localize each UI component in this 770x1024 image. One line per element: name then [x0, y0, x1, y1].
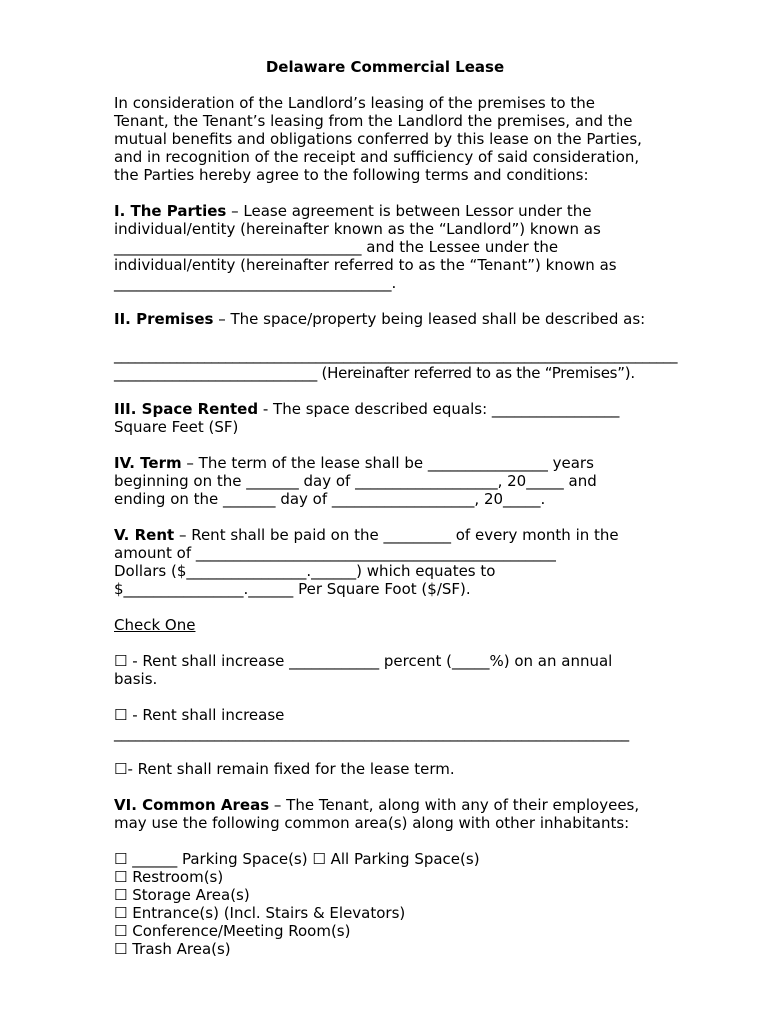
common-areas-heading: VI. Common Areas — [114, 796, 270, 814]
rent-option-blank: ________________________________________________________________________ — [114, 724, 629, 742]
term-text: – The term of the lease shall be ________________ years — [181, 454, 594, 472]
common-area-item[interactable]: ☐ Entrance(s) (Incl. Stairs & Elevators) — [114, 904, 406, 922]
term-section — [114, 454, 664, 508]
rent-option-text: ☐- Rent shall remain fixed for the lease term. — [114, 760, 455, 778]
rent-option-percent[interactable] — [114, 652, 664, 688]
check-one-label: Check One — [114, 616, 196, 634]
rent-option-text: basis. — [114, 670, 158, 688]
term-text: ending on the _______ day of ___________________, 20_____. — [114, 490, 546, 508]
rent-option-fixed[interactable] — [114, 760, 664, 778]
term-heading: IV. Term — [114, 454, 182, 472]
common-area-item[interactable]: ☐ ______ Parking Space(s) ☐ All Parking Space(s) — [114, 850, 480, 868]
common-area-item[interactable]: ☐ Storage Area(s) — [114, 886, 250, 904]
rent-text: Dollars ($________________.______) which equates to — [114, 562, 496, 580]
intro-paragraph — [114, 94, 664, 184]
parties-text: individual/entity (hereinafter known as the “Landlord”) known as — [114, 220, 601, 238]
rent-text: $________________.______ Per Square Foot ($/SF). — [114, 580, 471, 598]
rent-text: amount of ________________________________________________ — [114, 544, 556, 562]
rent-heading: V. Rent — [114, 526, 175, 544]
rent-section — [114, 526, 664, 598]
document-title: Delaware Commercial Lease — [265, 58, 505, 76]
parties-text: individual/entity (hereinafter referred to as the “Tenant”) known as — [114, 256, 617, 274]
common-area-item[interactable]: ☐ Restroom(s) — [114, 868, 224, 886]
space-rented-text: - The space described equals: _________________ — [258, 400, 620, 418]
common-areas-text: – The Tenant, along with any of their employees, — [269, 796, 640, 814]
parties-heading: I. The Parties — [114, 202, 227, 220]
rent-option-custom[interactable] — [114, 706, 664, 742]
premises-description-blank: _________________________________________________________________________________ — [114, 346, 677, 364]
intro-line: and in recognition of the receipt and sufficiency of said consideration, — [114, 148, 640, 166]
intro-line: Tenant, the Tenant’s leasing from the Landlord the premises, and the — [114, 112, 633, 130]
rent-text: – Rent shall be paid on the _________ of every month in the — [174, 526, 619, 544]
space-rented-text: Square Feet (SF) — [114, 418, 239, 436]
intro-line: mutual benefits and obligations conferred by this lease on the Parties, — [114, 130, 642, 148]
common-areas-section — [114, 796, 664, 832]
common-area-item[interactable]: ☐ Conference/Meeting Room(s) — [114, 922, 351, 940]
lease-document — [114, 58, 677, 976]
common-areas-list — [114, 850, 664, 958]
premises-text: ____________________________ (Hereinafter referred to as the “Premises”). — [114, 364, 635, 382]
rent-option-text: ☐ - Rent shall increase — [114, 706, 285, 724]
landlord-name-blank: _________________________________ and the Lessee under the — [114, 238, 559, 256]
rent-option-text: ☐ - Rent shall increase ____________ percent (_____%) on an annual — [114, 652, 613, 670]
premises-text: – The space/property being leased shall be described as: — [213, 310, 646, 328]
intro-line: the Parties hereby agree to the following terms and conditions: — [114, 166, 589, 184]
common-areas-text: may use the following common area(s) along with other inhabitants: — [114, 814, 630, 832]
common-area-item[interactable]: ☐ Trash Area(s) — [114, 940, 231, 958]
tenant-name-blank: _____________________________________. — [114, 274, 397, 292]
term-text: beginning on the _______ day of ___________________, 20_____ and — [114, 472, 597, 490]
space-rented-heading: III. Space Rented — [114, 400, 259, 418]
parties-text: – Lease agreement is between Lessor under the — [226, 202, 592, 220]
space-rented-section — [114, 400, 664, 436]
premises-section — [114, 310, 677, 382]
premises-heading: II. Premises — [114, 310, 214, 328]
parties-section — [114, 202, 664, 292]
intro-line: In consideration of the Landlord’s leasing of the premises to the — [114, 94, 595, 112]
